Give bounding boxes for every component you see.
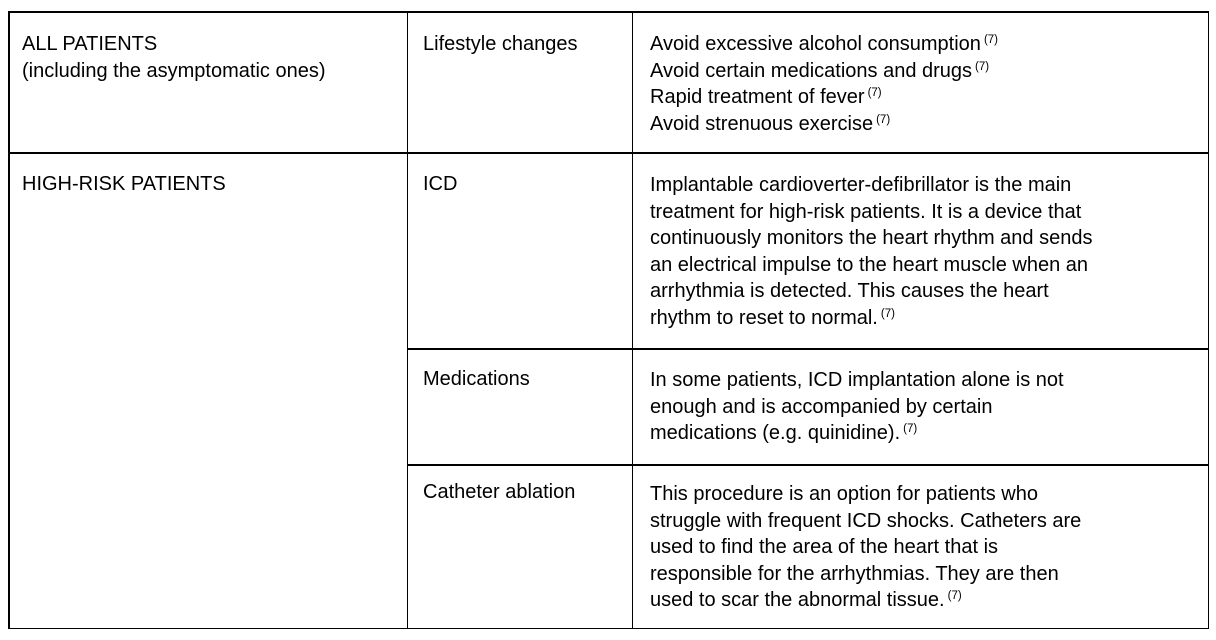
detail-line: Rapid treatment of fever $^{(7)}$ [650, 86, 882, 108]
details-cell [650, 367, 1064, 447]
detail-line: enough and is accompanied by certain [650, 395, 993, 418]
treatment-cell [423, 366, 530, 393]
details-cell [650, 31, 998, 137]
treatment-cell [423, 479, 575, 506]
group-cell-high-risk [22, 171, 226, 198]
detail-line: used to find the area of the heart that is [650, 536, 999, 558]
treatment-label: Medications [423, 368, 530, 390]
treatment-cell [423, 171, 457, 198]
group-cell-all-patients [22, 31, 325, 84]
table-border-top [8, 11, 1209, 13]
detail-line: This procedure is an option for patients who [650, 483, 1038, 505]
group-label: HIGH-RISK PATIENTS [22, 173, 226, 195]
table-border-bottom [8, 628, 1209, 630]
reference-marker: (7) [975, 60, 990, 73]
detail-line: an electrical impulse to the heart muscle when an [650, 253, 1089, 276]
details-cell [650, 172, 1092, 331]
table-border-left [8, 11, 10, 629]
row-divider-1 [8, 152, 1209, 154]
detail-line: Avoid excessive alcohol consumption $^{(7)}$ [650, 33, 998, 55]
reference-marker: (7) [903, 423, 918, 436]
reference-marker: (7) [867, 87, 882, 100]
detail-line: continuously monitors the heart rhythm and sends [650, 227, 1093, 249]
detail-line: struggle with frequent ICD shocks. Catheters are [650, 509, 1082, 532]
column-divider-1 [407, 11, 409, 629]
detail-line: Avoid certain medications and drugs $^{(7)}$ [650, 59, 990, 82]
detail-line: medications (e.g. quinidine). $^{(7)}$ [650, 422, 918, 444]
reference-marker: (7) [983, 34, 998, 47]
detail-line: Avoid strenuous exercise $^{(7)}$ [650, 112, 891, 135]
detail-line: Implantable cardioverter-defibrillator is the main [650, 174, 1072, 196]
treatment-label: Catheter ablation [423, 481, 576, 503]
treatment-cell [423, 31, 578, 58]
detail-line: responsible for the arrhythmias. They are then [650, 562, 1059, 585]
treatment-label: ICD [423, 173, 458, 195]
reference-marker: (7) [880, 307, 895, 320]
treatment-label: Lifestyle changes [423, 33, 578, 55]
table-border-right [1208, 11, 1210, 629]
reference-marker: (7) [947, 590, 962, 603]
details-cell [650, 481, 1081, 614]
row-divider-3 [407, 464, 1210, 466]
detail-line: used to scar the abnormal tissue. $^{(7)}$ [650, 589, 962, 611]
group-sublabel: (including the asymptomatic ones) [22, 59, 326, 82]
detail-line: arrhythmia is detected. This causes the heart [650, 280, 1049, 302]
detail-line: rhythm to reset to normal. $^{(7)}$ [650, 306, 895, 329]
group-label: ALL PATIENTS [22, 33, 158, 55]
column-divider-2 [632, 11, 634, 629]
row-divider-2 [407, 348, 1210, 350]
detail-line: treatment for high-risk patients. It is a device that [650, 200, 1082, 223]
treatment-table [8, 11, 1209, 629]
detail-line: In some patients, ICD implantation alone is not [650, 369, 1064, 391]
reference-marker: (7) [876, 113, 891, 126]
